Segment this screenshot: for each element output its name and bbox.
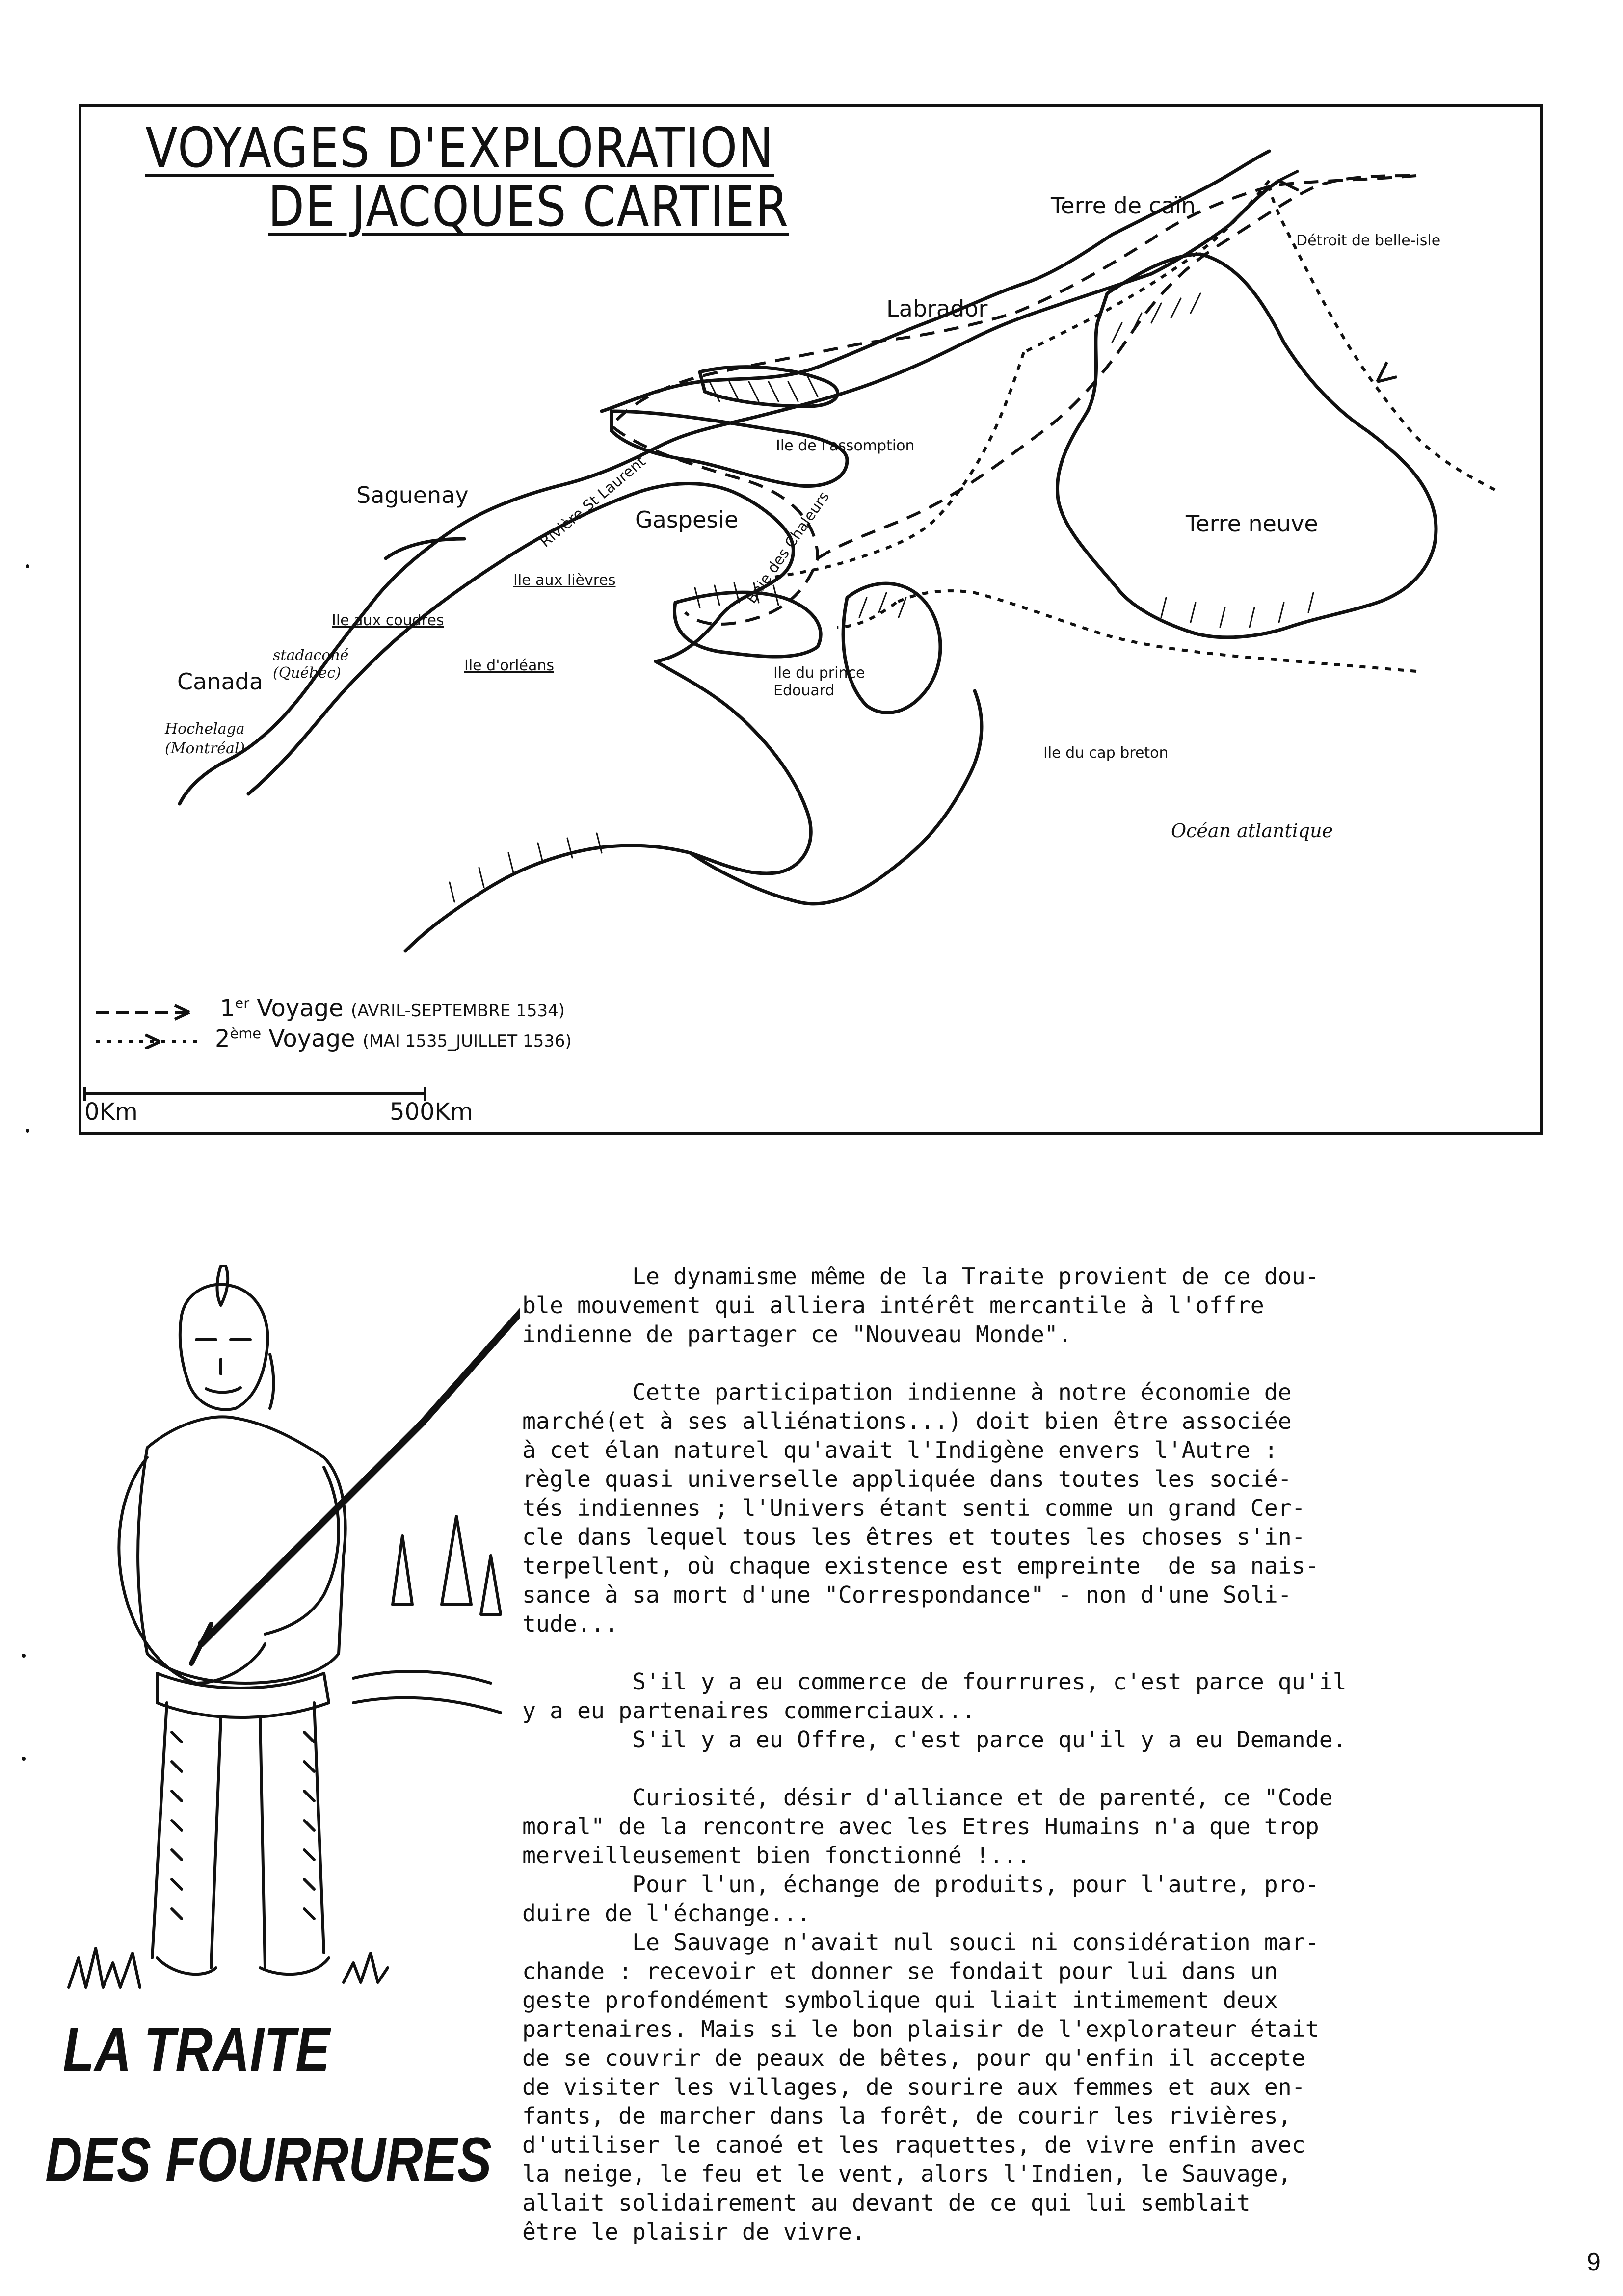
- label-baie-des-chaleurs: Baie des Chaleurs: [743, 488, 833, 607]
- legend-voyage-2-label: Voyage: [268, 1025, 355, 1053]
- legend-voyage-1-dates: (AVRIL-SEPTEMBRE 1534): [350, 1001, 565, 1021]
- label-riviere-st-laurent: Rivière St Laurent: [537, 452, 649, 551]
- label-terre-neuve: Terre neuve: [1186, 510, 1318, 537]
- legend-voyage-1: [220, 996, 565, 1020]
- label-gaspesie: Gaspesie: [635, 506, 739, 533]
- legend-voyage-2: [215, 1027, 572, 1051]
- route-arrow-2: [1377, 362, 1397, 382]
- page-number: 9: [1587, 2248, 1601, 2276]
- scan-speck: [26, 564, 29, 568]
- new-brunswick-coast: [405, 657, 811, 951]
- map-frame: [79, 104, 1543, 1135]
- legend-voyage-2-num: 2: [215, 1025, 230, 1053]
- label-ile-prince-edouard: Ile du prince Edouard: [773, 664, 865, 699]
- label-ocean-atlantique: Océan atlantique: [1171, 820, 1333, 842]
- label-ile-cap-breton: Ile du cap breton: [1043, 744, 1169, 762]
- island-terre-neuve: [1057, 254, 1436, 637]
- label-labrador: Labrador: [886, 295, 988, 322]
- label-hochelaga: Hochelaga (Montréal): [165, 720, 245, 757]
- label-ile-aux-coudres: Ile aux coudres: [332, 612, 444, 629]
- article-title-line2: DES FOURRURES: [45, 2125, 492, 2195]
- legend-voyage-1-num: 1: [220, 995, 235, 1022]
- label-saguenay: Saguenay: [356, 482, 469, 508]
- map-title-line1: VOYAGES D'EXPLORATION: [145, 116, 774, 180]
- nova-scotia-coast: [690, 691, 982, 904]
- article-paragraph-2: Cette participation indienne à notre économie de marché(et à ses alliénations...) doit bien être associée à cet élan naturel qu'avait l'Indigène envers l'Autre : règle quasi universelle appliquée dans toutes les socié- tés indiennes ; l'Univers étant senti comme un grand Cer- cle dans lequel tous les êtres et toutes les choses s'in- terpellent, où chaque existence est empreinte de sa nais- sance à sa mort d'une "Correspondance" - non d'une Soli- tude...: [522, 1379, 1319, 1637]
- north-shore-coastline: [229, 175, 1279, 760]
- article-title-line1: LA TRAITE: [63, 2015, 330, 2085]
- article-paragraph-3: S'il y a eu commerce de fourrures, c'est parce qu'il y a eu partenaires commerciaux... S'il y a eu Offre, c'est parce qu'il y a eu Demande.: [522, 1668, 1347, 1753]
- label-ile-aux-lievres: Ile aux lièvres: [513, 572, 616, 589]
- article-paragraph-1: Le dynamisme même de la Traite provient de ce dou- ble mouvement qui alliera intérêt mercantile à l'offre indienne de partager ce "Nouveau Monde".: [522, 1263, 1319, 1347]
- scale-end-label: 500Km: [390, 1098, 473, 1126]
- ottawa-river: [180, 760, 229, 804]
- label-terre-de-cain: Terre de caïn: [1051, 192, 1196, 219]
- label-ile-orleans: Ile d'orléans: [464, 657, 554, 674]
- label-ile-assomption: Ile de l'assomption: [776, 437, 915, 454]
- island-prince-edouard: [674, 592, 821, 657]
- scale-start-label: 0Km: [84, 1098, 138, 1126]
- map-title-line2: DE JACQUES CARTIER: [268, 175, 789, 239]
- scan-speck: [22, 1757, 26, 1761]
- legend-voyage-1-label: Voyage: [257, 995, 344, 1022]
- legend-voyage-2-sup: ème: [230, 1025, 262, 1042]
- indian-with-rifle-illustration: [49, 1261, 520, 2036]
- label-detroit-belle-isle: Détroit de belle-isle: [1296, 232, 1441, 249]
- label-canada: Canada: [177, 668, 264, 695]
- legend-voyage-1-sup: er: [235, 995, 250, 1011]
- label-stadacone: stadaconé (Québec): [273, 647, 349, 682]
- scan-speck: [26, 1129, 29, 1133]
- article-paragraph-4: Curiosité, désir d'alliance et de parenté, ce "Code moral" de la rencontre avec les Etres Humains n'a que trop merveilleusement bien fonctionné !... Pour l'un, échange de produits, pour l'autre, pro- duire de l'échange... Le Sauvage n'avait nul souci ni considération mar- chande : recevoir et donner se fondait pour lui dans un geste profondément symbolique qui liait intimement deux partenaires. Mais si le bon plaisir de l'explorateur était de se couvrir de peaux de bêtes, pour qu'enfin il accepte de visiter les villages, de sourire aux femmes et aux en- fants, de marcher dans la forêt, de courir les rivières, d'utiliser le canoé et les raquettes, de vivre enfin avec la neige, le feu et le vent, alors l'Indien, le Sauvage, allait solidairement au devant de ce qui lui semblait être le plaisir de vivre.: [522, 1784, 1333, 2245]
- route-arrow-1: [1279, 171, 1299, 190]
- map-drawing: [81, 107, 1540, 1132]
- legend-voyage-2-dates: (MAI 1535_JUILLET 1536): [362, 1031, 572, 1051]
- scan-speck: [22, 1654, 26, 1658]
